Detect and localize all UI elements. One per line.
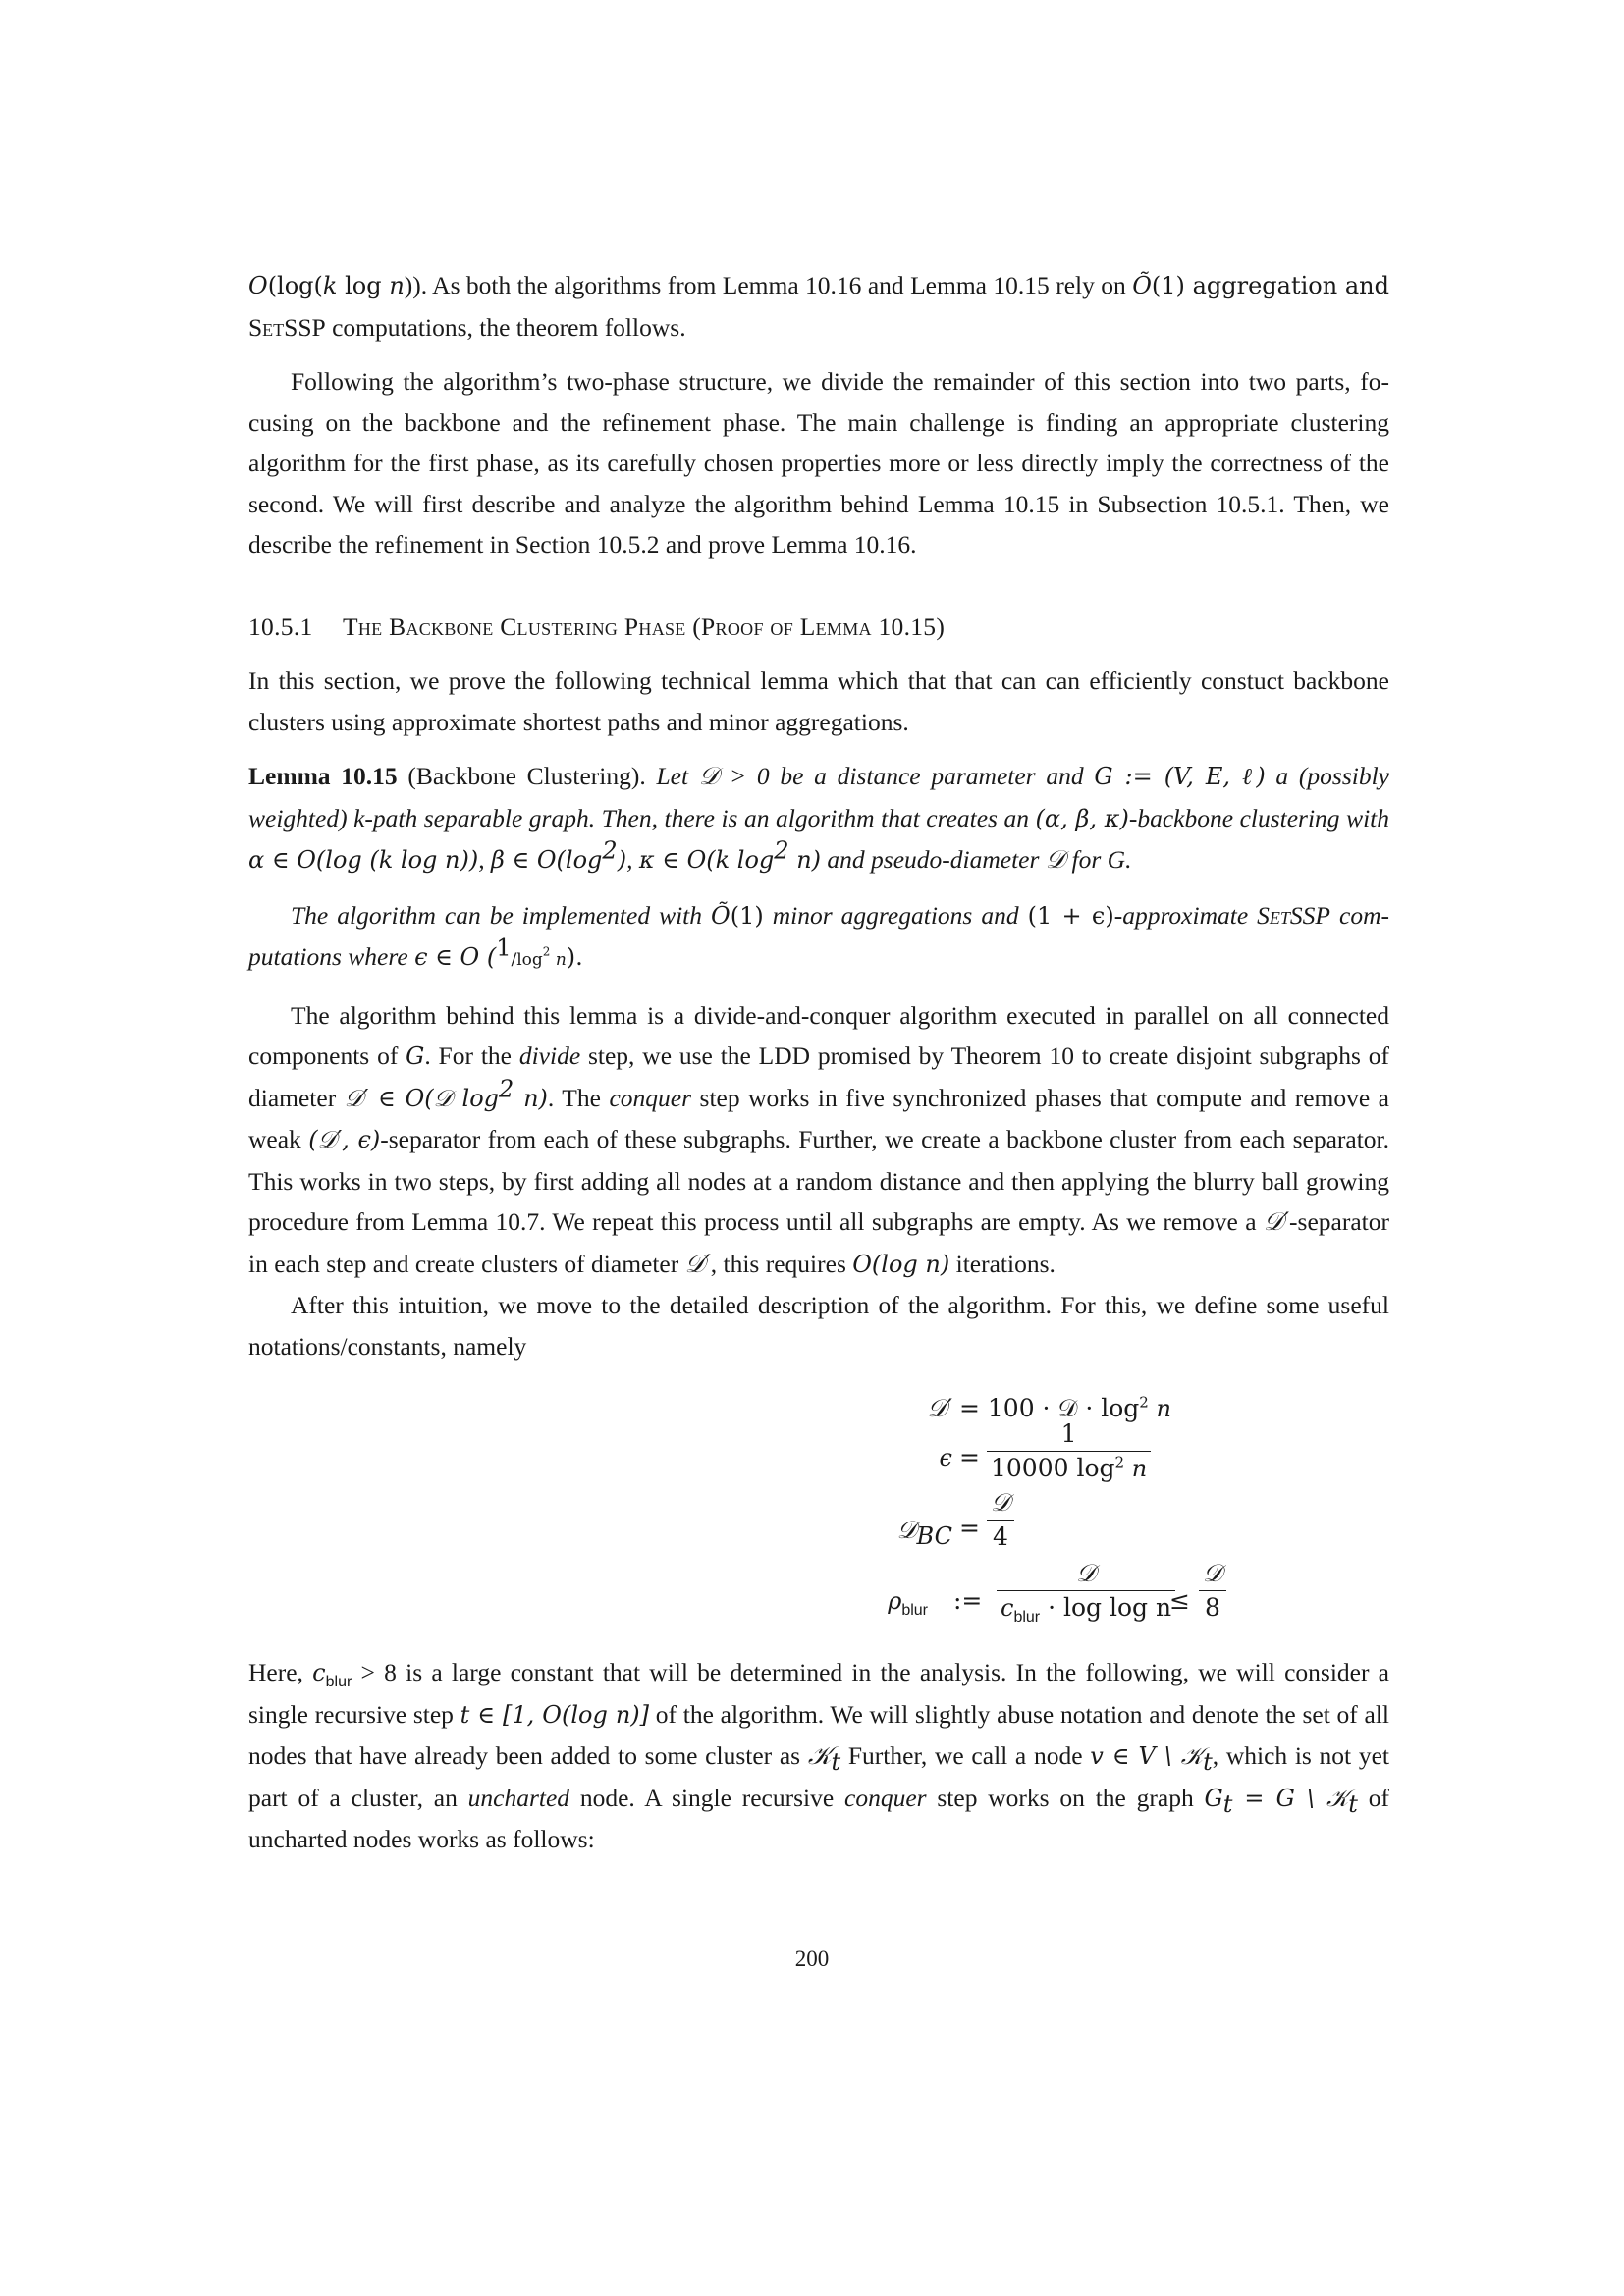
text: conquer bbox=[844, 1783, 927, 1812]
lemma-name: (Backbone Clustering). bbox=[397, 762, 646, 790]
subsection-title: The Backbone Clustering Phase (Proof of Lemma 10.15) bbox=[343, 612, 946, 641]
eq4-lhs bbox=[888, 1580, 928, 1623]
math: (1 + ϵ) bbox=[1027, 901, 1114, 930]
eq4-frac2 bbox=[1199, 1557, 1226, 1625]
text: > 8 is a large constant that will be determined in the analysis. In the following, we will consider a single recursive step bbox=[248, 1658, 1390, 1729]
math: = bbox=[959, 1443, 980, 1471]
math: 𝒟 bbox=[698, 762, 720, 791]
text: )). As both the algorithms from Lemma 10.16 and Lemma 10.15 rely on bbox=[404, 271, 1133, 299]
subsection-heading bbox=[248, 607, 1389, 648]
math: 8 bbox=[1199, 1590, 1226, 1625]
math: κ ∈ O(k log bbox=[638, 846, 775, 874]
math: blur bbox=[1013, 1609, 1041, 1626]
math: t ∈ [1, O(log n)] bbox=[460, 1700, 650, 1729]
eq2-eq bbox=[959, 1437, 980, 1478]
text: conquer bbox=[609, 1083, 692, 1112]
math: = 100 · 𝒟 · log bbox=[959, 1394, 1140, 1422]
lemma-implementation bbox=[248, 895, 1389, 982]
math: ≤ bbox=[1169, 1586, 1190, 1615]
paragraph-two-phase: Following the algorithm’s two-phase structure, we divide the remainder of this section into two parts, fo-cusing on the backbone and the refinement phase. The main challenge is finding an appropriate clustering algorithm for the first phase, as its carefully chosen properties more or less directly imply the correctness of the second. We will first describe and analyze the algorithm behind Lemma 10.15 in Subsection 10.5.1. Then, we describe the refinement in Section 10.5.2 and prove Lemma 10.16. bbox=[248, 367, 1389, 559]
math: c bbox=[312, 1659, 326, 1686]
math: 2 bbox=[1139, 1393, 1149, 1412]
paragraph-intro: In this section, we prove the following technical lemma which that that can can efficiently constuct backbone clusters using approximate shortest paths and minor aggregations. bbox=[248, 667, 1389, 736]
math: c bbox=[1001, 1594, 1014, 1622]
eq3-lhs bbox=[897, 1510, 952, 1551]
text: divide bbox=[518, 1041, 581, 1070]
math: blur bbox=[901, 1602, 928, 1619]
math: v ∈ V \ 𝒦 bbox=[1090, 1742, 1204, 1770]
text: -separator in each step and create clusters of diameter bbox=[248, 1207, 1389, 1278]
math: 𝒟 bbox=[1076, 1559, 1097, 1587]
math: Õ bbox=[1132, 272, 1152, 299]
text: , bbox=[626, 845, 639, 874]
lemma-statement bbox=[248, 756, 1389, 881]
small-caps-term: SetSSP bbox=[1257, 900, 1331, 930]
text: , this requires bbox=[710, 1249, 853, 1278]
small-caps-term: SetSSP bbox=[248, 312, 326, 342]
math: log bbox=[337, 272, 390, 299]
text: . bbox=[1125, 845, 1132, 874]
math: ). bbox=[566, 943, 583, 971]
math: t bbox=[1222, 1789, 1233, 1818]
text: . For the bbox=[424, 1041, 519, 1070]
page-number: 200 bbox=[794, 1947, 830, 1971]
text: (1) aggregation and bbox=[1151, 272, 1389, 299]
eq3-eq bbox=[959, 1508, 980, 1549]
text: The algorithm behind this lemma is a divide-and-conquer algorithm executed in parallel on all connected components of bbox=[248, 1000, 1389, 1070]
text: -approximate bbox=[1113, 900, 1258, 930]
text: -separator from each of these subgraphs. Further, we create a backbone cluster from each separator. This works in two steps, by first adding all nodes at a random distance and then applying the blurry ball growing procedure from Lemma 10.7. We repeat this process until all subgraphs are empty. As we remove a bbox=[248, 1125, 1389, 1236]
math: 2 bbox=[774, 836, 789, 865]
math: O bbox=[248, 272, 268, 299]
text: iterations. bbox=[949, 1249, 1056, 1278]
math: (α, β, κ) bbox=[1035, 804, 1129, 832]
math: t bbox=[1348, 1789, 1358, 1818]
math: 1 bbox=[496, 934, 512, 962]
paragraph-recursive-step bbox=[248, 1652, 1389, 1860]
text: minor aggregations and bbox=[763, 900, 1028, 930]
eq3-frac bbox=[987, 1486, 1014, 1554]
math: 2 bbox=[542, 944, 551, 959]
math: ϵ bbox=[939, 1444, 952, 1471]
math: 2 bbox=[1114, 1453, 1125, 1471]
text: -backbone clustering with bbox=[1128, 803, 1389, 832]
math: blur bbox=[325, 1674, 352, 1691]
text: computations, the theorem follows. bbox=[325, 312, 686, 342]
math: 𝒟′ bbox=[1263, 1207, 1290, 1237]
math: t bbox=[1203, 1748, 1213, 1777]
math: 𝒟 bbox=[896, 1516, 917, 1544]
math: /log bbox=[511, 950, 543, 970]
math: 𝒦 bbox=[807, 1741, 832, 1771]
text: , which is not yet part of a cluster, an bbox=[248, 1741, 1389, 1812]
text: Let bbox=[645, 762, 699, 790]
text: step, we use the LDD promised by Theorem 10 to create disjoint subgraphs of diameter bbox=[248, 1041, 1390, 1112]
math: t bbox=[831, 1748, 841, 1777]
math: n) bbox=[788, 846, 822, 874]
math: n bbox=[1148, 1395, 1171, 1422]
math: (𝒟′, ϵ) bbox=[308, 1126, 381, 1153]
equation-block bbox=[248, 1380, 1389, 1640]
paragraph-continuation bbox=[248, 265, 1389, 347]
math: BC bbox=[916, 1522, 952, 1550]
text: of the algorithm. We will slightly abuse notation and denote the set of all nodes that have already been added to some cluster as bbox=[248, 1699, 1389, 1770]
math: n bbox=[550, 950, 567, 970]
math: 1 bbox=[1060, 1419, 1077, 1448]
page-body bbox=[248, 265, 1389, 1860]
text: and pseudo-diameter bbox=[821, 845, 1046, 874]
math: β ∈ O(log bbox=[490, 846, 603, 874]
math: 𝒟 bbox=[991, 1488, 1010, 1517]
text: node. A single recursive bbox=[569, 1783, 844, 1812]
math: 𝒟′ bbox=[684, 1249, 711, 1279]
math: (log( bbox=[267, 272, 323, 299]
text: uncharted bbox=[467, 1783, 570, 1812]
text: for bbox=[1065, 845, 1108, 874]
text: Here, bbox=[248, 1658, 313, 1686]
math: · log log n bbox=[1040, 1593, 1172, 1622]
math: 10000 log bbox=[991, 1454, 1115, 1482]
math: 𝒟 bbox=[1045, 845, 1066, 875]
math: α ∈ O(log (k log n)) bbox=[248, 846, 479, 874]
math: ϵ ∈ O ( bbox=[414, 943, 497, 971]
math: k bbox=[322, 272, 338, 299]
text: Further, we call a node bbox=[840, 1741, 1091, 1770]
math: = bbox=[959, 1514, 980, 1542]
text: of uncharted nodes works as follows: bbox=[248, 1783, 1389, 1853]
math: 2 bbox=[499, 1075, 514, 1102]
text: com-putations where bbox=[248, 900, 1390, 971]
paragraph-algorithm-overview bbox=[248, 995, 1389, 1286]
text: . The bbox=[547, 1083, 610, 1112]
eq4-assign bbox=[953, 1580, 982, 1622]
math: (1) bbox=[730, 901, 764, 930]
math: Õ bbox=[711, 901, 731, 930]
math: = G \ 𝒦 bbox=[1232, 1784, 1349, 1812]
eq1-lhs bbox=[927, 1388, 952, 1429]
eq4-le bbox=[1169, 1580, 1190, 1622]
subsection-number: 10.5.1 bbox=[248, 612, 313, 641]
math: n bbox=[1124, 1455, 1148, 1482]
eq4-frac bbox=[997, 1557, 1175, 1625]
text: > 0 be a distance parameter and bbox=[719, 762, 1095, 790]
paragraph-notation: After this intuition, we move to the detailed description of the algorithm. For this, we define some useful notations/constants, namely bbox=[248, 1291, 1389, 1361]
lemma-label: Lemma 10.15 bbox=[248, 762, 398, 790]
eq2-frac bbox=[987, 1417, 1151, 1485]
text: step works in five synchronized phases that compute and remove a weak bbox=[248, 1083, 1390, 1153]
text: , bbox=[478, 845, 491, 874]
math: ) bbox=[617, 846, 627, 874]
math: := bbox=[953, 1586, 983, 1615]
text: a (possibly weighted) k-path separable graph. Then, there is an algorithm that creates an bbox=[248, 762, 1389, 832]
math: 𝒟 bbox=[1203, 1559, 1222, 1587]
eq2-lhs bbox=[940, 1437, 952, 1479]
math: G := (V, E, ℓ) bbox=[1094, 763, 1266, 790]
math: n) bbox=[514, 1084, 548, 1112]
math: 𝒟′ ∈ O(𝒟 log bbox=[344, 1084, 500, 1112]
math: O(log n) bbox=[852, 1250, 950, 1278]
math: 2 bbox=[602, 836, 618, 865]
math: G bbox=[406, 1042, 425, 1070]
text: step works on the graph bbox=[926, 1783, 1205, 1812]
math: 4 bbox=[987, 1520, 1014, 1554]
math: 𝒟′ bbox=[927, 1394, 952, 1422]
text: G bbox=[1107, 845, 1126, 874]
math: n bbox=[389, 272, 405, 299]
math: G bbox=[1204, 1784, 1223, 1812]
text: The algorithm can be implemented with bbox=[291, 900, 712, 930]
math: ρ bbox=[888, 1587, 902, 1615]
